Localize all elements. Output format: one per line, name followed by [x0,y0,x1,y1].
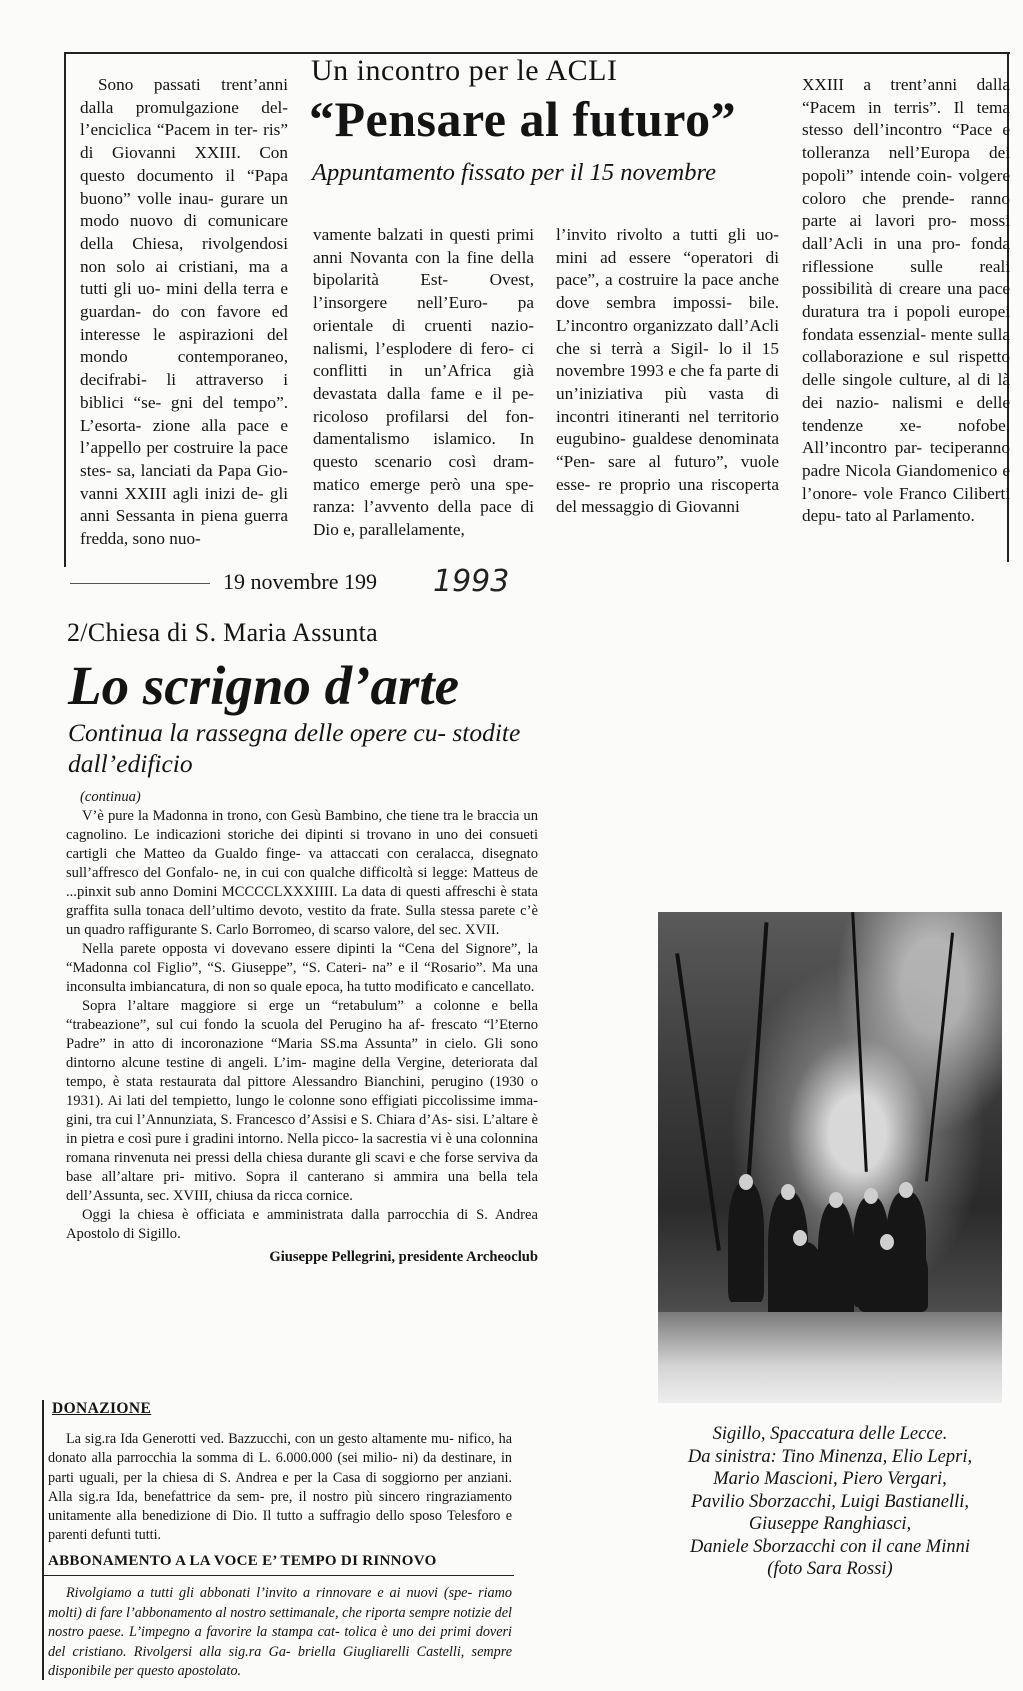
photo-tree-4 [925,933,954,1182]
chiesa-headline: Lo scrigno d’arte [68,655,460,716]
chiesa-continua: (continua) [80,789,141,805]
photo-tree-3 [851,912,868,1172]
caption-line: Sigillo, Spaccatura delle Lecce. [712,1424,948,1444]
photo-head-7 [880,1234,894,1250]
acli-col3-text: l’invito rivolto a tutti gli uo- mini ad essere “operatori di pace”, a costruire la pace anche dove sembra impossi- bile. L’incontro organizzato dall’Acli che si terrà a Sigil- lo il 15 novembre 1993 e che fa parte di un’iniziativa più vasta di incontri itineranti nel territorio eugubino- gualdese denominata “Pen- sare al futuro”, vuole esse- re proprio una riscoperta del messaggio di Giovanni [556,225,779,517]
caption-line: Giuseppe Ranghiasci, [748,1514,912,1534]
photo-head-3 [793,1230,807,1246]
acli-column-2 [313,224,534,542]
chiesa-paragraph-2: Nella parete opposta vi dovevano essere dipinti la “Cena del Signore”, la “Madonna col Figlio”, “S. Giuseppe”, “S. Cateri- na” e il “Rosario”. Ma una inconsulta imbiancatura, di non so quale epoca, ha tutto modificato e cancellato. [66,941,538,995]
abbonamento-body [48,1584,512,1682]
photo-caption [658,1423,1002,1581]
caption-line: (foto Sara Rossi) [767,1559,893,1579]
photo-head-4 [829,1192,843,1208]
acli-headline: “Pensare al futuro” [309,91,737,147]
caption-line: Daniele Sborzacchi con il cane Minni [689,1536,970,1557]
chiesa-paragraph-3: Sopra l’altare maggiore si erge un “retabulum” a colonne e bella “trabeazione”, sul cui fondo la scuola del Perugino ha af- frescato “l’Eterno Padre” in atto di incoronazione “Maria SS.ma Assunta” in cielo. Gli sono dintorno alcune testine di angeli. L’im- magine della Vergine, deteriorata dal tempo, è stata restaurata dal pittore Alessandro Bianchini, perugino (1930 o 1931). Ai lati del tempietto, lungo le colonne sono effigiati piccolissime imma- gini, tra cui l’Annunziata, S. Francesco d’Assisi e S. Chiara d’As- sisi. L’altare è in pietra e così pure i gradini intorno. Nella picco- la sacrestia vi è una colonnina romana rinvenuta nei pressi della chiesa durante gli scavi e che forse serviva da base all’altare pri- mitivo. Sopra il canterano si ammira una bella tela dell’Assunta, sec. XVIII, chiusa da ricca cornice. [66,998,538,1204]
acli-subhead: Appuntamento fissato per il 15 novembre [312,159,716,186]
photo-tree-1 [675,953,721,1251]
abbonamento-heading: ABBONAMENTO A LA VOCE E’ TEMPO DI RINNOVO [48,1553,437,1569]
abbonamento-text: Rivolgiamo a tutti gli abbonati l’invito a rinnovare e ai nuovi (spe- riamo molti) di fare l’abbonamento al nostro settimanale, che riporta sempre notizie del nostro paese. L’impegno a favorire la stampa cat- tolica è uno dei primi doveri del cristiano. Rivolgersi alla sig.ra Ga- briella Giugliarelli Castelli, sempre disponibile per questo apostolato. [48,1585,512,1679]
acli-col1-text: Sono passati trent’anni dalla promulgazione del- l’enciclica “Pacem in ter- ris” di Giovanni XXIII. Con questo documento il “Papa buono” volle inau- gurare un modo nuovo di comunicare della Chiesa, rivolgendosi non solo ai cristiani, ma a tutti gli uo- mini della terra e guardan- do con favore ed interesse le aspirazioni del mondo contemporaneo, decifrabi- li attraverso i biblici “se- gni del tempo”. L’esorta- zione alla pace e l’appello per costruire la pace stes- sa, lanciati da Papa Gio- vanni XXIII agli inizi de- gli anni Sessanta in piena guerra fredda, sono nuo- [80,75,288,549]
group-photo [658,912,1002,1403]
abbonamento-rule [44,1575,514,1576]
photo-head-1 [739,1174,753,1190]
donazione-heading: DONAZIONE [52,1400,152,1417]
acli-kicker: Un incontro per le ACLI [311,54,618,87]
photo-head-2 [781,1184,795,1200]
acli-column-3 [556,224,779,519]
acli-col2-text: vamente balzati in questi primi anni Novanta con la fine della bipolarità Est- Ovest, l’insorgere nell’Euro- pa orientale di cruenti nazio- nalismi, l’esplodere di fero- ci conflitti in un’Africa già devastata dalla fame e il pe- ricoloso profilarsi del fon- damentalismo islamico. In questo scenario così dram- matico emerge però una spe- ranza: l’avvento della pace di Dio e, parallelamente, [313,225,534,540]
chiesa-paragraph-4: Oggi la chiesa è officiata e amministrata dalla parrocchia di S. Andrea Apostolo di Sigillo. [66,1207,538,1242]
donazione-left-rule [42,1400,44,1680]
dateline-rule-left [70,583,210,584]
photo-person-4 [818,1202,854,1322]
photo-person-7 [858,1242,928,1312]
photo-head-5 [864,1188,878,1204]
donazione-body [48,1430,512,1546]
dateline-handwritten: 1993 [433,564,510,599]
acli-col4-text: XXIII a trent’anni dalla “Pacem in terris”. Il tema stesso dell’incontro “Pace e tolleranza nell’Europa dei popoli” intende coin- volgere coloro che prende- ranno parte ai lavori pro- mossi dall’Acli in una pro- fonda riflessione sulle reali possibilità di creare una pace duratura tra i popoli europei fondata essenzial- mente sulla collaborazione e sul rispetto delle singole culture, al di là dei nazio- nalismi e delle tendenze xe- nofobe. All’incontro par- teciperanno padre Nicola Giandomenico e l’onore- vole Franco Ciliberti depu- tato al Parlamento. [802,75,1010,526]
acli-column-1 [80,74,288,551]
dateline-printed: 19 novembre 199 [223,569,377,594]
left-frame-rule [64,52,66,567]
donazione-text: La sig.ra Ida Generotti ved. Bazzucchi, con un gesto altamente mu- nifico, ha donato alla parrocchia la somma di L. 6.000.000 (sei milio- ni) da destinare, in parti uguali, per la chiesa di S. Andrea e per la Casa di soggiorno per anziani. Alla sig.ra Ida, benefattrice da sem- pre, il nostro più sincero ringraziamento unitamente alla benedizione di Dio. Il tutto a suffragio dello sposo Telesforo e parenti defunti tutti. [48,1431,512,1544]
photo-person-1 [728,1182,764,1302]
acli-column-4 [802,74,1010,528]
chiesa-kicker: 2/Chiesa di S. Maria Assunta [67,618,378,647]
caption-line: Da sinistra: Tino Minenza, Elio Lepri, [687,1446,973,1467]
chiesa-body [66,788,538,1267]
caption-line: Mario Mascioni, Piero Vergari, [713,1469,947,1489]
photo-head-6 [899,1182,913,1198]
photo-ground [658,1312,1002,1403]
chiesa-subhead: Continua la rassegna delle opere cu- stodite dall’edificio [68,718,521,778]
chiesa-byline: Giuseppe Pellegrini, presidente Archeoclub [269,1249,538,1265]
caption-line: Pavilio Sborzacchi, Luigi Bastianelli, [691,1491,969,1512]
chiesa-paragraph-1: V’è pure la Madonna in trono, con Gesù Bambino, che tiene tra le braccia un cagnolino. Le indicazioni storiche dei dipinti si trovano in uno dei consueti cartigli che Matteo da Gualdo finge- va attaccati con ceralacca, disegnato sull’affresco del Gonfalo- ne, in cui con qualche difficoltà si legge: Matteus de ...pinxit sub anno Domini MCCCCLXXXIIII. La data di questi affreschi è stata graffita sulla tonaca dell’ultimo devoto, vestito da frate. Sulla stessa parete c’è un quadro raffigurante S. Carlo Borromeo, di scarso valore, del sec. XVII. [66,808,538,938]
